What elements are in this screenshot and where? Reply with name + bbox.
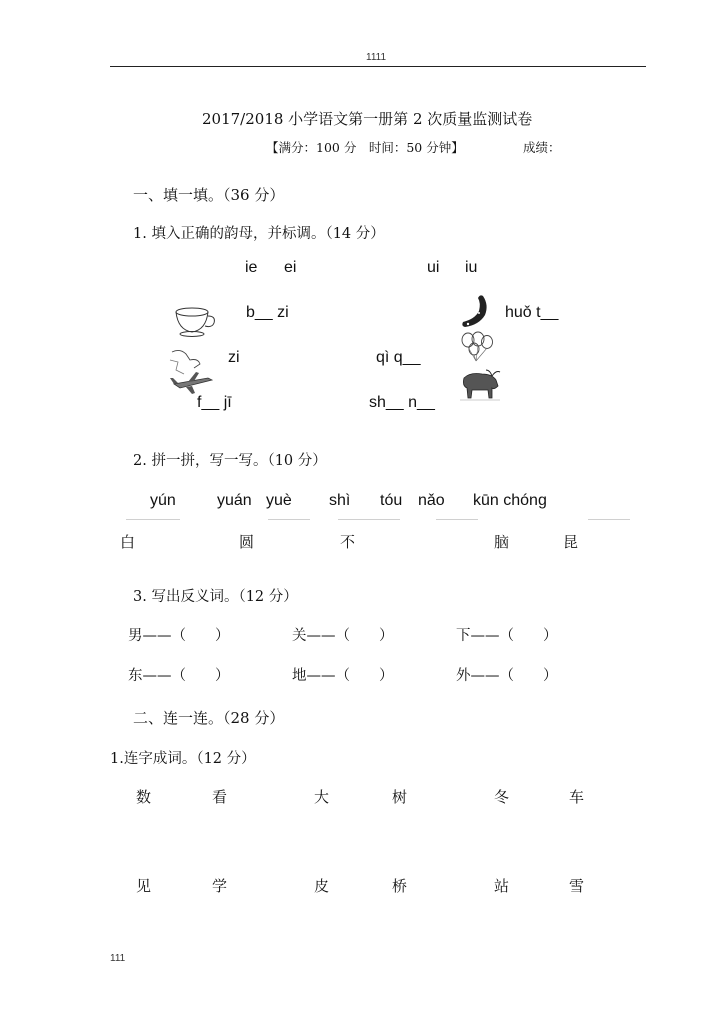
airplane-icon <box>168 346 216 398</box>
antonym-item: 关——（ ） <box>292 628 394 644</box>
section2-q1-title: 1.连字成词。（12 分） <box>110 751 256 767</box>
option-iu: iu <box>465 259 478 276</box>
sausage-icon <box>459 293 493 331</box>
footer-page-number: 111 <box>110 953 126 964</box>
connect-top-char: 数 <box>136 788 152 806</box>
char-kun: 昆 <box>563 533 579 551</box>
section1-heading: 一、填一填。（36 分） <box>133 186 285 204</box>
connect-bottom-char: 桥 <box>392 877 408 895</box>
antonym-item: 外——（ ） <box>456 668 558 684</box>
connect-bottom-char: 雪 <box>569 877 585 895</box>
exam-info: 【满分：100 分 时间：50 分钟】 <box>266 140 464 155</box>
pinyin-shi: shì <box>329 492 351 509</box>
pinyin-yun: yún <box>150 492 176 509</box>
connect-top-char: 看 <box>212 788 228 806</box>
item-zi: zi <box>228 349 240 366</box>
header-rule <box>110 66 646 67</box>
connect-bottom-char: 见 <box>136 877 152 895</box>
item-huo-tui: huǒ t__ <box>505 304 559 321</box>
connect-top-char: 车 <box>569 788 585 806</box>
section2-heading: 二、连一连。（28 分） <box>133 709 285 727</box>
answer-line <box>268 519 310 520</box>
page-title: 2017/2018 小学语文第一册第 2 次质量监测试卷 <box>202 110 533 128</box>
pinyin-tou: tóu <box>380 492 403 509</box>
char-bai: 白 <box>120 533 136 551</box>
balloons-icon <box>460 331 494 363</box>
char-nao: 脑 <box>494 533 510 551</box>
answer-line <box>126 519 180 520</box>
connect-top-char: 树 <box>392 788 408 806</box>
q3-title: 3. 写出反义词。（12 分） <box>133 589 298 605</box>
score-label: 成绩： <box>523 140 561 155</box>
header-page-number: 1111 <box>366 52 387 63</box>
item-qi-qiu: qì q__ <box>376 349 421 366</box>
pinyin-kun-chong: kūn chóng <box>473 492 547 509</box>
item-shui-niu: sh__ n__ <box>369 394 435 411</box>
antonym-item: 地——（ ） <box>292 668 394 684</box>
answer-line <box>436 519 478 520</box>
connect-top-char: 冬 <box>494 788 510 806</box>
connect-bottom-char: 站 <box>494 877 510 895</box>
cup-icon <box>172 304 218 338</box>
option-ui: ui <box>427 259 440 276</box>
pinyin-yuan: yuán <box>217 492 252 509</box>
buffalo-icon <box>456 366 502 402</box>
antonym-item: 男——（ ） <box>128 628 230 644</box>
char-bu: 不 <box>340 533 356 551</box>
option-ie: ie <box>245 259 258 276</box>
item-fei-ji: f__ jī <box>197 394 232 411</box>
char-yuan: 圆 <box>239 533 255 551</box>
q2-title: 2. 拼一拼，写一写。（10 分） <box>133 453 327 469</box>
connect-bottom-char: 学 <box>212 877 228 895</box>
answer-line <box>338 519 400 520</box>
pinyin-yue: yuè <box>266 492 292 509</box>
antonym-item: 下——（ ） <box>456 628 558 644</box>
answer-line <box>588 519 630 520</box>
connect-top-char: 大 <box>314 788 330 806</box>
item-bei-zi: b__ zi <box>246 304 289 321</box>
pinyin-nao: nǎo <box>418 492 445 509</box>
option-ei: ei <box>284 259 297 276</box>
connect-bottom-char: 皮 <box>314 877 330 895</box>
q1-title: 1. 填入正确的韵母，并标调。（14 分） <box>133 226 385 242</box>
antonym-item: 东——（ ） <box>128 668 230 684</box>
